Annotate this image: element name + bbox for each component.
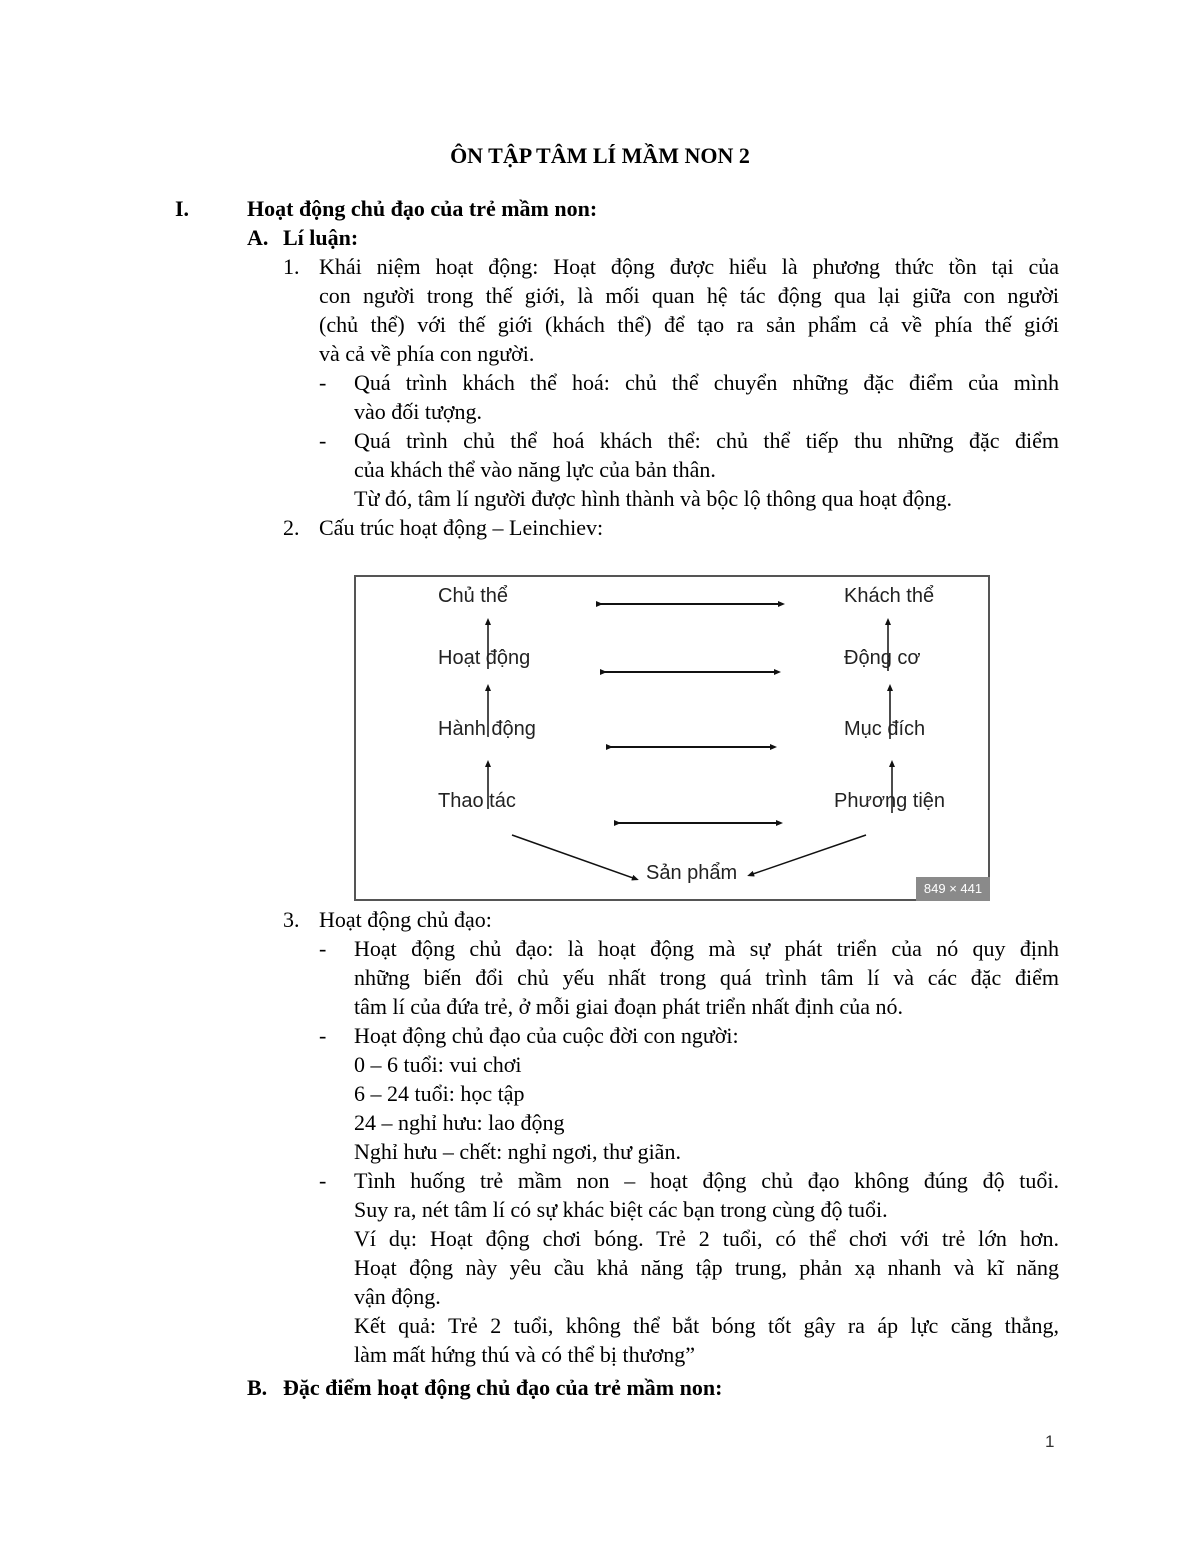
bullet-marker: - (319, 1168, 327, 1193)
item-3-number: 3. (283, 907, 300, 932)
section-A-letter: A. (247, 225, 269, 250)
item-1-line: con người trong thế giới, là mối quan hệ tác động qua lại giữa con người (319, 283, 1059, 308)
bullet-line: Kết quả: Trẻ 2 tuổi, không thể bắt bóng tốt gây ra áp lực căng thẳng, (354, 1313, 1059, 1338)
item-1-conclusion: Từ đó, tâm lí người được hình thành và bộc lộ thông qua hoạt động. (354, 486, 952, 511)
bullet-line: vào đối tượng. (354, 399, 483, 424)
section-I-heading: Hoạt động chủ đạo của trẻ mầm non: (247, 196, 598, 221)
bullet-line: tâm lí của đứa trẻ, ở mỗi giai đoạn phát triển nhất định của nó. (354, 994, 903, 1019)
diagram-label-khach-the: Khách thể (844, 585, 935, 607)
diagram-label-san-pham: Sản phẩm (646, 862, 738, 884)
bullet-line: 24 – nghỉ hưu: lao động (354, 1110, 565, 1135)
item-2-number: 2. (283, 515, 300, 540)
bullet-marker: - (319, 1023, 327, 1048)
bullet-marker: - (319, 370, 327, 395)
diagram-label-hoat-dong: Hoạt động (438, 647, 531, 669)
activity-structure-diagram (354, 575, 990, 901)
diagram-label-phuong-tien: Phương tiện (834, 790, 946, 812)
product-arrow (750, 835, 866, 875)
bullet-marker: - (319, 428, 327, 453)
image-size-badge: 849 × 441 (916, 877, 990, 901)
section-I-number: I. (175, 196, 190, 221)
item-3-text: Hoạt động chủ đạo: (319, 907, 492, 932)
section-B-heading: Đặc điểm hoạt động chủ đạo của trẻ mầm non: (283, 1375, 723, 1400)
bullet-line: Tình huống trẻ mầm non – hoạt động chủ đạo không đúng độ tuổi. (354, 1168, 1059, 1193)
bullet-line: những biến đổi chủ yếu nhất trong quá trình tâm lí và các đặc điểm (354, 965, 1059, 990)
bullet-line: Quá trình chủ thể hoá khách thể: chủ thể tiếp thu những đặc điểm (354, 428, 1059, 453)
bullet-line: của khách thể vào năng lực của bản thân. (354, 457, 716, 482)
bullet-line: Suy ra, nét tâm lí có sự khác biệt các bạn trong cùng độ tuổi. (354, 1197, 888, 1222)
diagram-label-hanh-dong: Hành động (438, 718, 536, 740)
bullet-line: Nghỉ hưu – chết: nghỉ ngơi, thư giãn. (354, 1139, 681, 1164)
diagram-label-chu-the: Chủ thể (438, 585, 509, 607)
bullet-line: làm mất hứng thú và có thể bị thương” (354, 1342, 695, 1367)
bullet-line: Quá trình khách thể hoá: chủ thể chuyển những đặc điểm của mình (354, 370, 1059, 395)
product-arrow (512, 835, 636, 879)
item-1-number: 1. (283, 254, 300, 279)
diagram-label-thao-tac: Thao tác (438, 790, 516, 812)
diagram-label-dong-co: Động cơ (844, 647, 921, 669)
item-1-line: và cả về phía con người. (319, 341, 535, 366)
bullet-line: 6 – 24 tuổi: học tập (354, 1081, 525, 1106)
section-B-letter: B. (247, 1375, 268, 1400)
section-A-heading: Lí luận: (283, 225, 359, 250)
bullet-marker: - (319, 936, 327, 961)
diagram-label-muc-dich: Mục đích (844, 718, 926, 740)
bullet-line: Ví dụ: Hoạt động chơi bóng. Trẻ 2 tuổi, có thể chơi với trẻ lớn hơn. (354, 1226, 1059, 1251)
bullet-line: Hoạt động chủ đạo của cuộc đời con người: (354, 1023, 739, 1048)
page-number: 1 (1045, 1432, 1055, 1451)
item-1-line: (chủ thể) với thế giới (khách thể) để tạo ra sản phẩm cả về phía thế giới (319, 312, 1059, 337)
item-1-line: Khái niệm hoạt động: Hoạt động được hiểu là phương thức tồn tại của (319, 254, 1059, 279)
bullet-line: Hoạt động này yêu cầu khả năng tập trung, phản xạ nhanh và kĩ năng (354, 1255, 1059, 1280)
bullet-line: vận động. (354, 1284, 441, 1309)
document-title: ÔN TẬP TÂM LÍ MẦM NON 2 (450, 143, 750, 168)
bullet-line: Hoạt động chủ đạo: là hoạt động mà sự phát triển của nó quy định (354, 936, 1059, 961)
item-2-text: Cấu trúc hoạt động – Leinchiev: (319, 515, 604, 540)
bullet-line: 0 – 6 tuổi: vui chơi (354, 1052, 522, 1077)
